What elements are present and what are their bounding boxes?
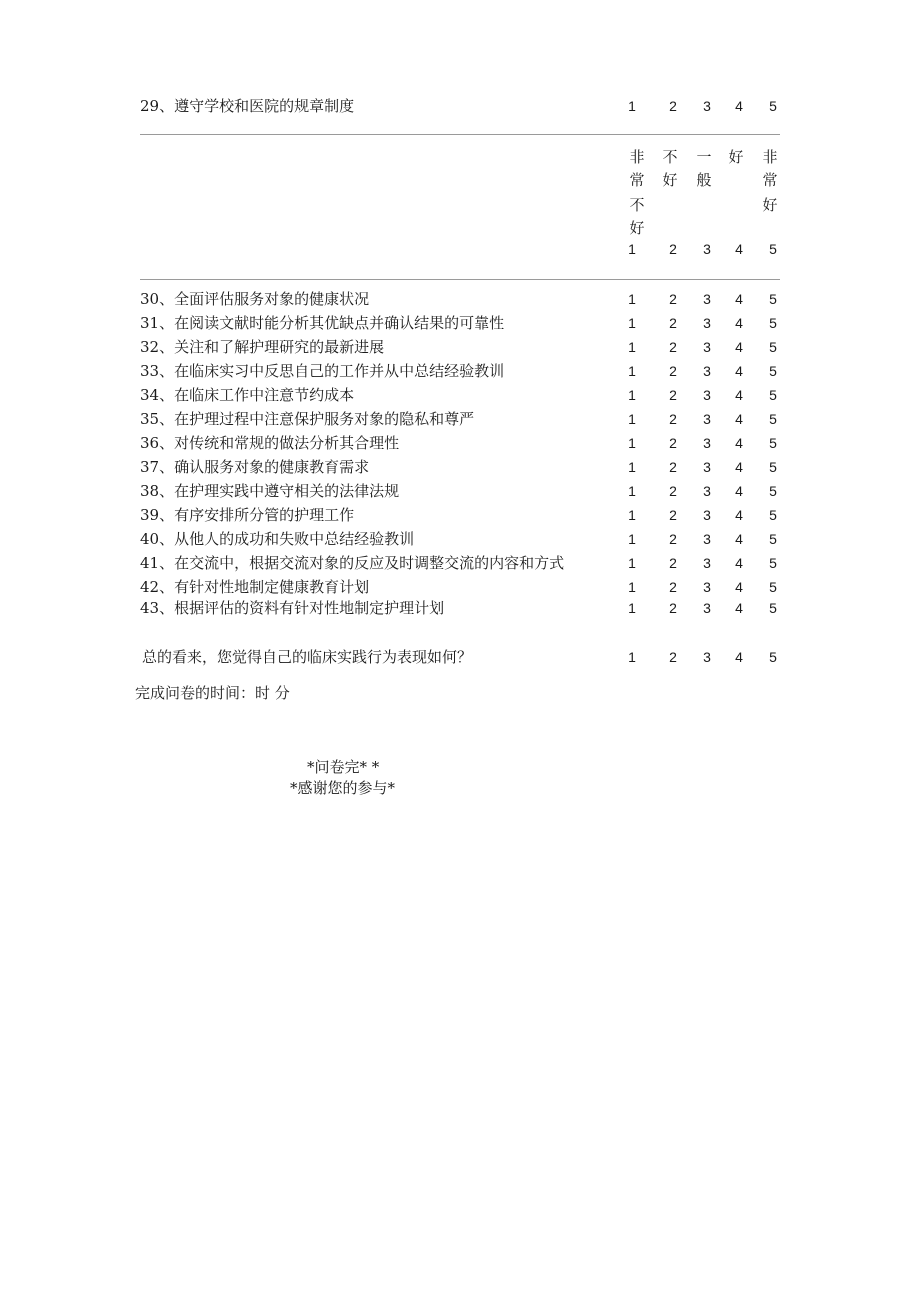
rating-option-3[interactable]: 3 [703,531,711,547]
rating-option-2[interactable]: 2 [669,531,677,547]
question-row-39 [140,505,780,525]
rating-option-5[interactable]: 5 [769,98,777,114]
rating-option-5[interactable]: 5 [769,291,777,307]
rating-option-2[interactable]: 2 [669,387,677,403]
rating-option-2[interactable]: 2 [669,507,677,523]
rating-option-1[interactable]: 1 [628,315,636,331]
rating-option-2[interactable]: 2 [669,339,677,355]
rating-option-1[interactable]: 1 [628,459,636,475]
thank-you-note: *感谢您的参与* [290,779,396,797]
rating-option-3[interactable]: 3 [703,483,711,499]
rating-option-5[interactable]: 5 [769,600,777,616]
rating-option-1[interactable]: 1 [628,483,636,499]
rating-option-1[interactable]: 1 [628,649,636,665]
rating-option-5[interactable]: 5 [769,387,777,403]
rating-option-3[interactable]: 3 [703,98,711,114]
scale-number-2: 2 [669,241,677,257]
rating-option-4[interactable]: 4 [735,555,743,571]
scale-number-5: 5 [769,241,777,257]
rating-option-5[interactable]: 5 [769,649,777,665]
overall-question-row [140,647,780,667]
rating-option-4[interactable]: 4 [735,339,743,355]
question-text: 43、根据评估的资料有针对性地制定护理计划 [140,599,445,617]
rating-option-4[interactable]: 4 [735,98,743,114]
rating-option-4[interactable]: 4 [735,363,743,379]
rating-option-2[interactable]: 2 [669,600,677,616]
question-text: 30、全面评估服务对象的健康状况 [140,290,370,308]
scale-number-3: 3 [703,241,711,257]
rating-option-2[interactable]: 2 [669,435,677,451]
rating-option-2[interactable]: 2 [669,411,677,427]
rating-option-4[interactable]: 4 [735,507,743,523]
rating-option-5[interactable]: 5 [769,363,777,379]
scale-label-very-good: 非 常 好 [762,148,778,214]
rating-option-4[interactable]: 4 [735,531,743,547]
rating-option-4[interactable]: 4 [735,387,743,403]
rating-option-1[interactable]: 1 [628,579,636,595]
rating-option-3[interactable]: 3 [703,600,711,616]
scale-label-good: 好 [728,148,744,166]
rating-option-4[interactable]: 4 [735,649,743,665]
question-row-33 [140,361,780,381]
rating-option-2[interactable]: 2 [669,363,677,379]
rating-option-5[interactable]: 5 [769,531,777,547]
rating-option-3[interactable]: 3 [703,387,711,403]
rating-option-3[interactable]: 3 [703,291,711,307]
rating-option-3[interactable]: 3 [703,649,711,665]
rating-option-4[interactable]: 4 [735,435,743,451]
question-text: 39、有序安排所分管的护理工作 [140,506,355,524]
rating-option-3[interactable]: 3 [703,315,711,331]
rating-option-2[interactable]: 2 [669,459,677,475]
rating-option-1[interactable]: 1 [628,411,636,427]
question-row-31 [140,313,780,333]
question-text: 40、从他人的成功和失败中总结经验教训 [140,530,415,548]
scale-label-very-poor: 非 常 不 好 [629,148,645,237]
question-row-41 [140,553,780,573]
rating-option-3[interactable]: 3 [703,555,711,571]
rating-option-4[interactable]: 4 [735,483,743,499]
rating-option-3[interactable]: 3 [703,339,711,355]
scale-label-poor: 不 好 [662,148,678,189]
question-row-42 [140,577,780,597]
question-row-37 [140,457,780,477]
question-row-30 [140,289,780,309]
question-row-34 [140,385,780,405]
rating-option-3[interactable]: 3 [703,435,711,451]
question-text: 33、在临床实习中反思自己的工作并从中总结经验教训 [140,362,505,380]
rating-option-1[interactable]: 1 [628,555,636,571]
scale-number-1: 1 [628,241,636,257]
rating-option-2[interactable]: 2 [669,483,677,499]
question-text: 36、对传统和常规的做法分析其合理性 [140,434,400,452]
rating-option-5[interactable]: 5 [769,507,777,523]
rating-option-3[interactable]: 3 [703,459,711,475]
question-text: 29、遵守学校和医院的规章制度 [140,97,355,115]
question-row-43 [140,598,780,618]
rating-option-1[interactable]: 1 [628,600,636,616]
scale-number-4: 4 [735,241,743,257]
rating-option-1[interactable]: 1 [628,98,636,114]
rating-option-5[interactable]: 5 [769,411,777,427]
rating-option-2[interactable]: 2 [669,579,677,595]
rating-option-1[interactable]: 1 [628,339,636,355]
rating-option-3[interactable]: 3 [703,579,711,595]
rating-option-1[interactable]: 1 [628,363,636,379]
question-row-38 [140,481,780,501]
question-row-35 [140,409,780,429]
rating-option-4[interactable]: 4 [735,315,743,331]
rating-option-5[interactable]: 5 [769,483,777,499]
rating-option-3[interactable]: 3 [703,507,711,523]
question-text: 34、在临床工作中注意节约成本 [140,386,355,404]
question-text: 41、在交流中，根据交流对象的反应及时调整交流的内容和方式 [140,554,565,572]
rating-option-1[interactable]: 1 [628,507,636,523]
question-text: 37、确认服务对象的健康教育需求 [140,458,370,476]
question-row-36 [140,433,780,453]
rating-option-2[interactable]: 2 [669,649,677,665]
rating-option-1[interactable]: 1 [628,531,636,547]
question-text: 31、在阅读文献时能分析其优缺点并确认结果的可靠性 [140,314,505,332]
divider [140,279,780,280]
completion-time: 完成问卷的时间：时 分 [135,684,290,702]
overall-question-text: 总的看来，您觉得自己的临床实践行为表现如何？ [142,648,473,666]
rating-option-2[interactable]: 2 [669,98,677,114]
rating-option-1[interactable]: 1 [628,291,636,307]
question-text: 38、在护理实践中遵守相关的法律法规 [140,482,400,500]
end-of-questionnaire: *问卷完* * [307,758,380,776]
rating-option-3[interactable]: 3 [703,411,711,427]
rating-option-5[interactable]: 5 [769,339,777,355]
scale-number-row [140,239,780,259]
scale-label-average: 一 般 [696,148,712,189]
rating-option-5[interactable]: 5 [769,435,777,451]
divider [140,134,780,135]
rating-option-2[interactable]: 2 [669,315,677,331]
rating-option-4[interactable]: 4 [735,600,743,616]
question-text: 42、有针对性地制定健康教育计划 [140,578,370,596]
rating-option-2[interactable]: 2 [669,555,677,571]
rating-option-5[interactable]: 5 [769,579,777,595]
rating-option-4[interactable]: 4 [735,459,743,475]
rating-option-3[interactable]: 3 [703,363,711,379]
rating-option-1[interactable]: 1 [628,435,636,451]
question-text: 35、在护理过程中注意保护服务对象的隐私和尊严 [140,410,475,428]
rating-option-5[interactable]: 5 [769,555,777,571]
question-row-29 [140,96,780,116]
question-row-32 [140,337,780,357]
rating-option-1[interactable]: 1 [628,387,636,403]
rating-option-2[interactable]: 2 [669,291,677,307]
question-row-40 [140,529,780,549]
rating-option-5[interactable]: 5 [769,459,777,475]
question-text: 32、关注和了解护理研究的最新进展 [140,338,385,356]
rating-option-4[interactable]: 4 [735,579,743,595]
rating-option-4[interactable]: 4 [735,291,743,307]
rating-option-5[interactable]: 5 [769,315,777,331]
rating-option-4[interactable]: 4 [735,411,743,427]
